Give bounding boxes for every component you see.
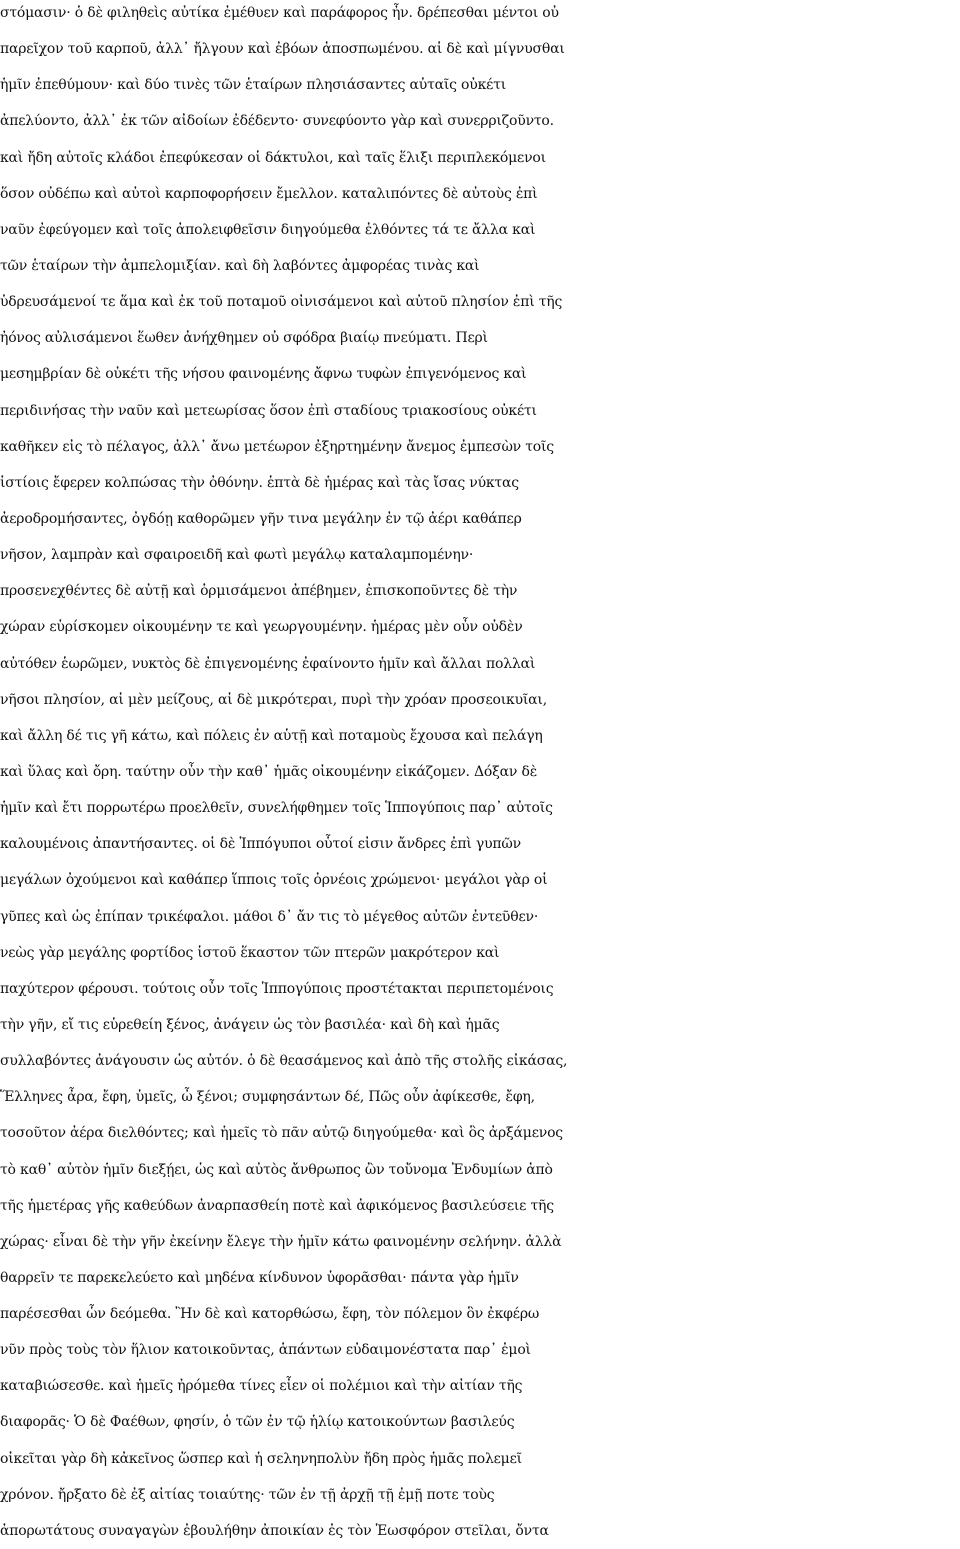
text-line: προσενεχθέντες δὲ αὐτῇ καὶ ὁρμισάμενοι ἀπέβημεν, ἐπισκοποῦντες δὲ τὴν [0,583,518,600]
text-line: περιδινήσας τὴν ναῦν καὶ μετεωρίσας ὅσον ἐπὶ σταδίους τριακοσίους οὐκέτι [0,402,537,419]
text-line: διαφορᾶς· Ὁ δὲ Φαέθων, φησίν, ὁ τῶν ἐν τῷ ἡλίῳ κατοικούντων βασιλεύς [0,1414,515,1431]
text-line: ἡμῖν καὶ ἔτι πορρωτέρω προελθεῖν, συνελήφθημεν τοῖς Ἱππογύποις παρ᾽ αὐτοῖς [0,800,553,817]
text-line: τὸ καθ᾽ αὑτὸν ἡμῖν διεξῄει, ὡς καὶ αὐτὸς ἄνθρωπος ὢν τοὔνομα Ἐνδυμίων ἀπὸ [0,1161,553,1178]
text-line: στόμασιν· ὁ δὲ φιληθεὶς αὐτίκα ἐμέθυεν καὶ παράφορος ἦν. δρέπεσθαι μέντοι οὐ [0,5,559,21]
text-line: τὴν γῆν, εἴ τις εὑρεθείη ξένος, ἀνάγειν ὡς τὸν βασιλέα· καὶ δὴ καὶ ἡμᾶς [0,1016,500,1033]
text-line: καὶ ἤδη αὐτοῖς κλάδοι ἐπεφύκεσαν οἱ δάκτυλοι, καὶ ταῖς ἕλιξι περιπλεκόμενοι [0,149,546,166]
text-line: ὅσον οὐδέπω καὶ αὐτοὶ καρποφορήσειν ἔμελλον. καταλιπόντες δὲ αὐτοὺς ἐπὶ [0,185,538,202]
text-line: καταβιώσεσθε. καὶ ἡμεῖς ἠρόμεθα τίνες εἶεν οἱ πολέμιοι καὶ τὴν αἰτίαν τῆς [0,1378,523,1395]
text-line: οἰκεῖται γὰρ δὴ κἀκεῖνος ὥσπερ καὶ ἡ σεληνηπολὺν ἤδη πρὸς ἡμᾶς πολεμεῖ [0,1450,522,1467]
text-line: καὶ ὕλας καὶ ὄρη. ταύτην οὖν τὴν καθ᾽ ἡμᾶς οἰκουμένην εἰκάζομεν. Δόξαν δὲ [0,763,538,780]
text-line: ὑδρευσάμενοί τε ἅμα καὶ ἐκ τοῦ ποταμοῦ οἰνισάμενοι καὶ αὐτοῦ πλησίον ἐπὶ τῆς [0,294,563,311]
text-line: νῦν πρὸς τοὺς τὸν ἥλιον κατοικοῦντας, ἁπάντων εὐδαιμονέστατα παρ᾽ ἐμοὶ [0,1342,531,1359]
text-line: καθῆκεν εἰς τὸ πέλαγος, ἀλλ᾽ ἄνω μετέωρον ἐξηρτημένην ἄνεμος ἐμπεσὼν τοῖς [0,438,554,455]
text-line: μεγάλων ὀχούμενοι καὶ καθάπερ ἵπποις τοῖς ὀρνέοις χρώμενοι· μεγάλοι γὰρ οἱ [0,872,548,889]
text-line: ἀπελύοντο, ἀλλ᾽ ἐκ τῶν αἰδοίων ἐδέδεντο· συνεφύοντο γὰρ καὶ συνερριζοῦντο. [0,113,554,130]
text-line: χρόνον. ἤρξατο δὲ ἐξ αἰτίας τοιαύτης· τῶν ἐν τῇ ἀρχῇ τῇ ἐμῇ ποτε τοὺς [0,1486,495,1503]
text-line: νῆσον, λαμπρὰν καὶ σφαιροειδῆ καὶ φωτὶ μεγάλῳ καταλαμπομένην· [0,547,474,564]
text-line: ἀπορωτάτους συναγαγὼν ἐβουλήθην ἀποικίαν ἐς τὸν Ἑωσφόρον στεῖλαι, ὄντα [0,1522,549,1539]
text-line: νῆσοι πλησίον, αἱ μὲν μείζους, αἱ δὲ μικρότεραι, πυρὶ τὴν χρόαν προσεοικυῖαι, [0,691,547,708]
text-line: συλλαβόντες ἀνάγουσιν ὡς αὐτόν. ὁ δὲ θεασάμενος καὶ ἀπὸ τῆς στολῆς εἰκάσας, [0,1053,568,1070]
text-line: παρέσεσθαι ὧν δεόμεθα. Ἢν δὲ καὶ κατορθώσω, ἔφη, τὸν πόλεμον ὃν ἐκφέρω [0,1306,540,1323]
text-line: παχύτερον φέρουσι. τούτοις οὖν τοῖς Ἱππογύποις προστέτακται περιπετομένοις [0,980,554,997]
text-line: ἱστίοις ἔφερεν κολπώσας τὴν ὀθόνην. ἑπτὰ δὲ ἡμέρας καὶ τὰς ἴσας νύκτας [0,474,519,491]
text-line: αὐτόθεν ἑωρῶμεν, νυκτὸς δὲ ἐπιγενομένης ἐφαίνοντο ἡμῖν καὶ ἄλλαι πολλαὶ [0,655,536,672]
text-line: καλουμένοις ἀπαντήσαντες. οἱ δὲ Ἱππόγυποι οὗτοί εἰσιν ἄνδρες ἐπὶ γυπῶν [0,836,521,853]
text-line: ἠόνος αὐλισάμενοι ἕωθεν ἀνήχθημεν οὐ σφόδρα βιαίῳ πνεύματι. Περὶ [0,330,488,347]
text-line: χώραν εὑρίσκομεν οἰκουμένην τε καὶ γεωργουμένην. ἡμέρας μὲν οὖν οὐδὲν [0,619,523,636]
text-line: Ἕλληνες ἆρα, ἔφη, ὑμεῖς, ὦ ξένοι; συμφησάντων δέ, Πῶς οὖν ἀφίκεσθε, ἔφη, [0,1089,535,1106]
text-line: ναῦν ἐφεύγομεν καὶ τοῖς ἀπολειφθεῖσιν διηγούμεθα ἐλθόντες τά τε ἄλλα καὶ [0,221,536,238]
text-line: τοσοῦτον ἀέρα διελθόντες; καὶ ἡμεῖς τὸ πᾶν αὐτῷ διηγούμεθα· καὶ ὃς ἀρξάμενος [0,1125,563,1142]
text-line: χώρας· εἶναι δὲ τὴν γῆν ἐκείνην ἔλεγε τὴν ἡμῖν κάτω φαινομένην σελήνην. ἀλλὰ [0,1233,562,1250]
text-line: παρεῖχον τοῦ καρποῦ, ἀλλ᾽ ἤλγουν καὶ ἐβόων ἀποσπωμένου. αἱ δὲ καὶ μίγνυσθαι [0,41,565,58]
text-line: καὶ ἄλλη δέ τις γῆ κάτω, καὶ πόλεις ἐν αὑτῇ καὶ ποταμοὺς ἔχουσα καὶ πελάγη [0,727,543,744]
text-line: νεὼς γὰρ μεγάλης φορτίδος ἱστοῦ ἕκαστον τῶν πτερῶν μακρότερον καὶ [0,944,500,961]
text-line: τῶν ἑταίρων τὴν ἀμπελομιξίαν. καὶ δὴ λαβόντες ἀμφορέας τινὰς καὶ [0,257,480,274]
text-line: θαρρεῖν τε παρεκελεύετο καὶ μηδένα κίνδυνον ὑφορᾶσθαι· πάντα γὰρ ἡμῖν [0,1269,519,1286]
text-line: μεσημβρίαν δὲ οὐκέτι τῆς νήσου φαινομένης ἄφνω τυφὼν ἐπιγενόμενος καὶ [0,366,527,383]
text-line: ἀεροδρομήσαντες, ὀγδόῃ καθορῶμεν γῆν τινα μεγάλην ἐν τῷ ἀέρι καθάπερ [0,510,522,527]
text-line: τῆς ἡμετέρας γῆς καθεύδων ἀναρπασθείη ποτὲ καὶ ἀφικόμενος βασιλεύσειε τῆς [0,1197,554,1214]
text-line: ἡμῖν ἐπεθύμουν· καὶ δύο τινὲς τῶν ἑταίρων πλησιάσαντες αὐταῖς οὐκέτι [0,77,507,94]
text-line: γῦπες καὶ ὡς ἐπίπαν τρικέφαλοι. μάθοι δ᾽ ἄν τις τὸ μέγεθος αὐτῶν ἐντεῦθεν· [0,908,539,925]
